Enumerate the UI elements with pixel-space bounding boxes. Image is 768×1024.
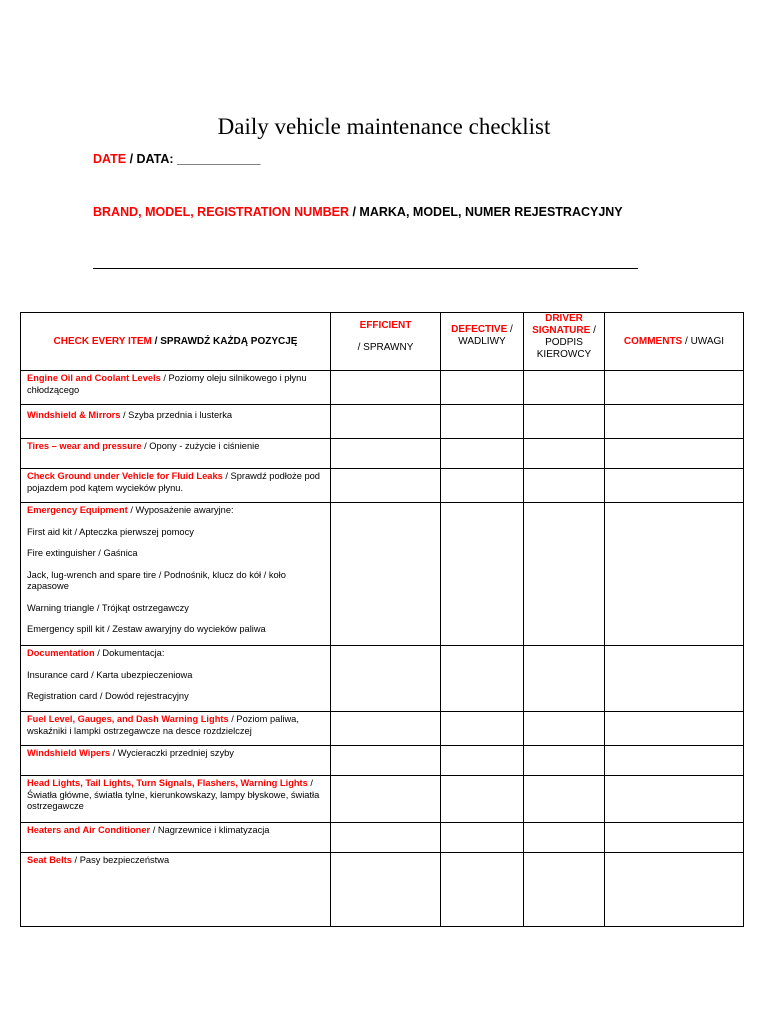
- efficient-cell[interactable]: [331, 405, 441, 439]
- table-row: [21, 469, 744, 503]
- efficient-cell[interactable]: [331, 503, 441, 646]
- defective-cell[interactable]: [441, 823, 524, 853]
- page-title: Daily vehicle maintenance checklist: [217, 114, 551, 139]
- header-driver-signature: [524, 313, 605, 371]
- efficient-cell[interactable]: [331, 746, 441, 776]
- check-item-lights: Head Lights, Tail Lights, Turn Signals, Flashers, Warning Lights / Światła główne, światła tylne, kierunkowskazy, lampy błyskowe, światła ostrzegawcze: [21, 776, 331, 823]
- efficient-cell[interactable]: [331, 776, 441, 823]
- efficient-cell[interactable]: [331, 646, 441, 712]
- table-row: [21, 439, 744, 469]
- defective-cell[interactable]: [441, 405, 524, 439]
- header-defective-pl: / WADLIWY: [458, 324, 513, 347]
- comments-cell[interactable]: [605, 746, 744, 776]
- table-row: [21, 503, 744, 646]
- signature-cell[interactable]: [524, 712, 605, 746]
- efficient-cell[interactable]: [331, 712, 441, 746]
- list-item: Insurance card / Karta ubezpieczeniowa: [27, 669, 193, 680]
- defective-cell[interactable]: [441, 503, 524, 646]
- header-efficient-en: EFFICIENT: [359, 320, 412, 331]
- efficient-cell[interactable]: [331, 371, 441, 405]
- date-label-pl: / DATA: ____________: [126, 152, 261, 166]
- checklist-table: [20, 312, 744, 927]
- efficient-cell[interactable]: [331, 853, 441, 927]
- signature-cell[interactable]: [524, 823, 605, 853]
- header-row: [21, 313, 744, 371]
- header-comments-pl: / UWAGI: [682, 335, 725, 347]
- comments-cell[interactable]: [605, 469, 744, 503]
- comments-cell[interactable]: [605, 503, 744, 646]
- list-item: Jack, lug-wrench and spare tire / Podnośnik, klucz do kół / koło zapasowe: [27, 569, 286, 591]
- list-item: Warning triangle / Trójkąt ostrzegawczy: [27, 602, 189, 613]
- efficient-cell[interactable]: [331, 823, 441, 853]
- comments-cell[interactable]: [605, 823, 744, 853]
- signature-cell[interactable]: [524, 439, 605, 469]
- header-check-pl: / SPRAWDŹ KAŻDĄ POZYCJĘ: [151, 336, 298, 347]
- table-row: [21, 371, 744, 405]
- table-row: [21, 712, 744, 746]
- check-item-windshield-mirrors: Windshield & Mirrors / Szyba przednia i lusterka: [21, 405, 331, 439]
- defective-cell[interactable]: [441, 746, 524, 776]
- signature-cell[interactable]: [524, 853, 605, 927]
- table-row: [21, 823, 744, 853]
- signature-cell[interactable]: [524, 371, 605, 405]
- list-item: Registration card / Dowód rejestracyjny: [27, 691, 189, 701]
- signature-cell[interactable]: [524, 405, 605, 439]
- comments-cell[interactable]: [605, 646, 744, 712]
- header-signature-pl: / PODPIS KIEROWCY: [536, 325, 596, 360]
- defective-cell[interactable]: [441, 712, 524, 746]
- list-item: Emergency spill kit / Zestaw awaryjny do wycieków paliwa: [27, 624, 266, 634]
- header-check-en: CHECK EVERY ITEM: [53, 336, 152, 347]
- check-item-tires: Tires – wear and pressure / Opony - zużycie i ciśnienie: [21, 439, 331, 469]
- header-defective: [441, 313, 524, 371]
- header-comments: [605, 313, 744, 371]
- comments-cell[interactable]: [605, 371, 744, 405]
- check-item-fluid-leaks: Check Ground under Vehicle for Fluid Leaks / Sprawdź podłoże pod pojazdem pod kątem wycieków płynu.: [21, 469, 331, 503]
- header-defective-en: DEFECTIVE: [451, 324, 508, 335]
- efficient-cell[interactable]: [331, 439, 441, 469]
- list-item: Fire extinguisher / Gaśnica: [27, 548, 138, 558]
- vehicle-info-write-line: [93, 268, 638, 269]
- header-comments-en: COMMENTS: [623, 335, 683, 347]
- check-item-emergency-equipment: Emergency Equipment / Wyposażenie awaryjne: First aid kit / Apteczka pierwszej pomocy Fire extinguisher / Gaśnica Jack, lug-wrench and spare tire / Podnośnik, klucz do kół / koło zapasowe Warning triangle / Trójkąt ostrzegawczy Emergency spill kit / Zestaw awaryjny do wycieków paliwa: [21, 503, 331, 646]
- vehicle-info-field: [93, 205, 623, 219]
- signature-cell[interactable]: [524, 746, 605, 776]
- table-row: [21, 746, 744, 776]
- comments-cell[interactable]: [605, 405, 744, 439]
- comments-cell[interactable]: [605, 776, 744, 823]
- comments-cell[interactable]: [605, 853, 744, 927]
- check-item-fuel-gauges: Fuel Level, Gauges, and Dash Warning Lights / Poziom paliwa, wskaźniki i lampki ostrzegawcze na desce rozdzielczej: [21, 712, 331, 746]
- comments-cell[interactable]: [605, 439, 744, 469]
- date-label-en: DATE: [93, 152, 127, 166]
- signature-cell[interactable]: [524, 469, 605, 503]
- check-item-documentation: Documentation / Dokumentacja: Insurance card / Karta ubezpieczeniowa Registration card / Dowód rejestracyjny: [21, 646, 331, 712]
- comments-cell[interactable]: [605, 712, 744, 746]
- header-check-item: [21, 313, 331, 371]
- defective-cell[interactable]: [441, 371, 524, 405]
- efficient-cell[interactable]: [331, 469, 441, 503]
- defective-cell[interactable]: [441, 853, 524, 927]
- check-item-wipers: Windshield Wipers / Wycieraczki przedniej szyby: [21, 746, 331, 776]
- defective-cell[interactable]: [441, 776, 524, 823]
- date-field: [93, 152, 260, 166]
- vehicle-info-label-pl: / MARKA, MODEL, NUMER REJESTRACYJNY: [349, 205, 623, 219]
- defective-cell[interactable]: [441, 469, 524, 503]
- table-row: [21, 853, 744, 927]
- check-item-heaters-ac: Heaters and Air Conditioner / Nagrzewnice i klimatyzacja: [21, 823, 331, 853]
- signature-cell[interactable]: [524, 646, 605, 712]
- signature-cell[interactable]: [524, 503, 605, 646]
- check-item-engine-oil: Engine Oil and Coolant Levels / Poziomy oleju silnikowego i płynu chłodzącego: [21, 371, 331, 405]
- header-efficient: [331, 313, 441, 371]
- signature-cell[interactable]: [524, 776, 605, 823]
- table-row: [21, 646, 744, 712]
- vehicle-info-label-en: BRAND, MODEL, REGISTRATION NUMBER: [93, 205, 350, 219]
- table-row: [21, 405, 744, 439]
- check-item-seat-belts: Seat Belts / Pasy bezpieczeństwa: [21, 853, 331, 927]
- defective-cell[interactable]: [441, 646, 524, 712]
- table-row: [21, 776, 744, 823]
- list-item: First aid kit / Apteczka pierwszej pomocy: [27, 526, 194, 537]
- defective-cell[interactable]: [441, 439, 524, 469]
- header-signature-en: DRIVER SIGNATURE: [532, 313, 591, 336]
- header-efficient-pl: / SPRAWNY: [357, 342, 414, 353]
